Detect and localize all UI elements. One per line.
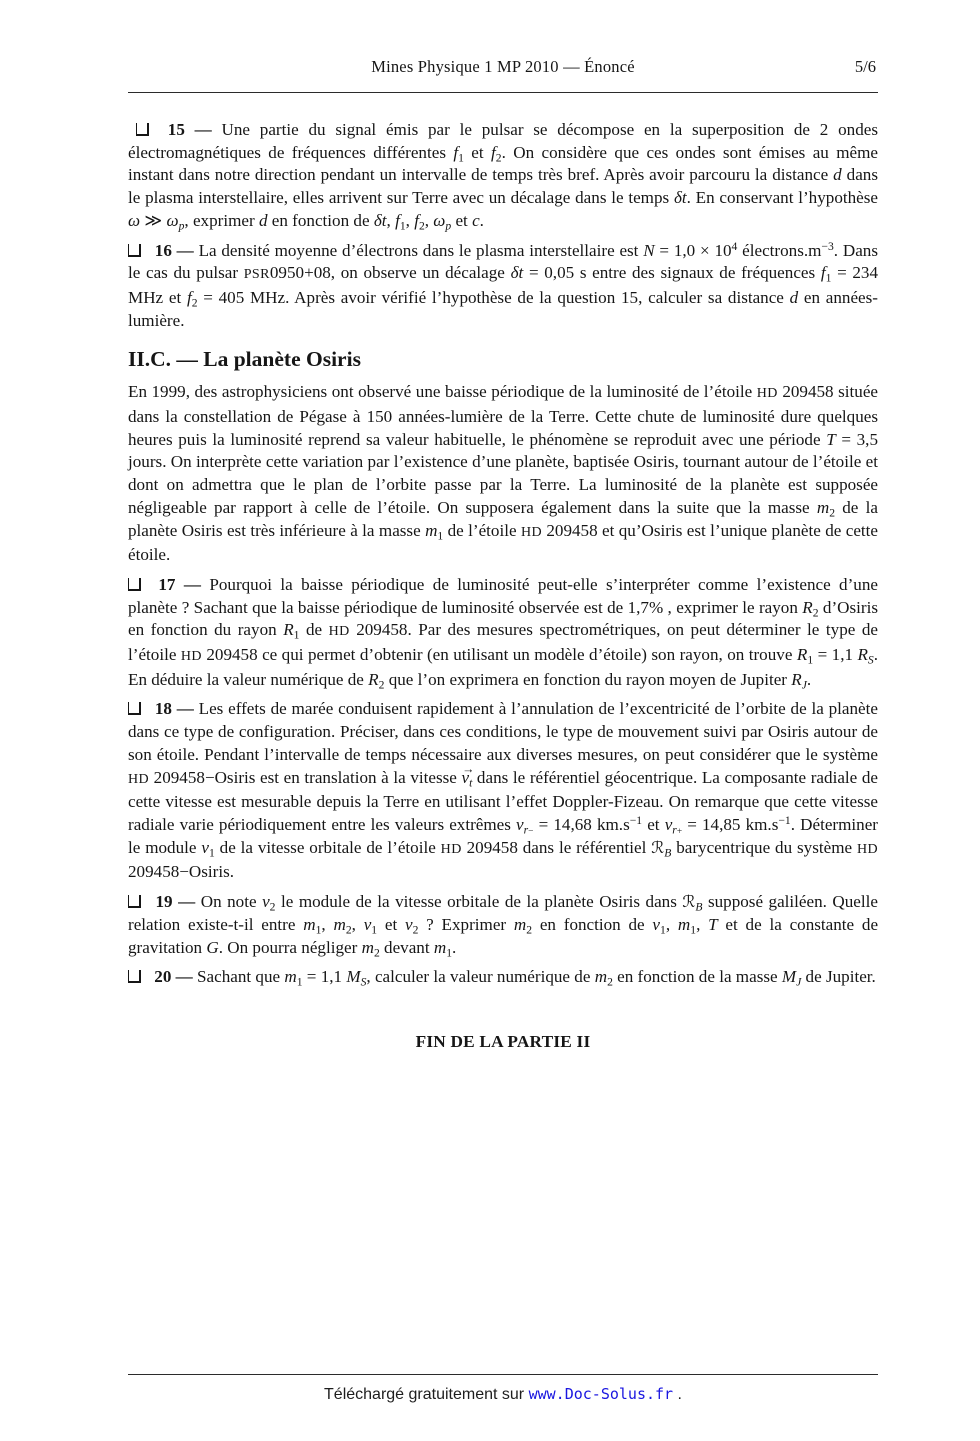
text-segment: v [262,892,270,912]
text-segment: La densité moyenne d’électrons dans le plasma interstellaire est [198,240,644,260]
text-segment: 16 — [150,240,199,260]
text-segment: = 0,05 s entre des signaux de fréquences [523,263,821,283]
text-segment: r [672,823,677,837]
question-15 [128,119,878,233]
text-segment: −1 [778,814,791,828]
text-segment: 2 [191,296,198,310]
text-segment: d [833,165,842,185]
text-segment: 19 — [150,892,201,912]
section-title-iic [128,346,878,372]
text-segment: . [806,669,812,689]
text-segment: m [594,967,608,987]
text-segment: 209458 dans le référentiel [461,837,652,857]
question-19 [128,891,878,959]
text-segment: 1 [437,528,444,542]
checkbox-icon [128,970,141,983]
text-segment: et [451,210,473,230]
text-segment: 0950+08, on observe un décalage [269,263,511,283]
page-header-title: Mines Physique 1 MP 2010 — Énoncé [371,57,635,76]
text-segment: . [452,937,457,957]
text-segment: 1 [690,923,697,937]
text-segment: en années-lumière. [128,287,878,330]
text-segment: f [820,263,826,283]
text-segment: 1 [208,845,215,859]
footer-text-prefix: Téléchargé gratuitement sur [324,1386,529,1403]
text-segment: 1 [660,923,666,937]
text-segment: 2 [373,945,380,959]
text-segment: . [479,210,484,230]
text-segment: 209458−Osiris est en translation à la vitesse [149,767,462,787]
text-segment: = 14,68 km.s [533,814,630,834]
text-segment: de la vitesse orbitale de l’étoile [214,837,441,857]
text-segment: On note [200,892,263,912]
text-segment: HD [520,524,542,540]
text-segment: de [299,620,329,640]
text-segment: N [643,240,655,260]
text-segment: r [523,823,529,837]
text-segment: R [802,597,813,617]
text-segment: 1 [371,923,378,937]
text-segment: de la planète Osiris est très inférieure à la masse [128,497,878,540]
text-segment: B [664,845,672,859]
text-segment: . En déduire la valeur numérique de [128,645,879,689]
text-segment: m [333,914,346,934]
text-segment: ω [128,210,141,230]
text-segment: HD [756,386,778,402]
text-segment: et de la constante de gravitation [128,914,879,957]
text-segment: T [708,914,718,934]
question-17 [128,574,878,692]
text-segment: R [368,669,379,689]
checkbox-icon [128,895,141,908]
text-segment: 209458−Osiris. [128,862,235,882]
text-segment: v [652,914,661,934]
checkbox-icon [128,244,141,257]
text-segment: 2 [269,900,276,914]
question-20 [128,966,878,989]
question-18 [128,698,878,884]
text-segment: m [361,937,374,957]
text-segment: 2 [378,678,385,692]
text-segment: et [642,814,665,834]
text-segment: , [424,210,434,230]
text-segment: en fonction de [532,914,653,934]
text-segment: de l’étoile [443,520,521,540]
text-segment: m [284,967,297,987]
text-segment: m [303,914,316,934]
text-segment: 209458 et qu’Osiris est l’unique planète de cette étoile. [128,520,878,565]
text-segment: 18 — [150,699,199,719]
text-segment: 1 [399,219,406,233]
text-segment: f [186,287,192,307]
text-segment: barycentrique du système [671,837,857,857]
text-segment: . Dans le cas du pulsar [128,240,878,283]
text-segment: , [696,914,709,934]
text-segment: = 405 MHz. Après avoir vérifié l’hypothèse de la question 15, calculer sa distance [197,287,790,307]
text-segment: t [469,775,473,789]
text-segment: R [791,669,802,689]
text-segment: II.C. — La planète Osiris [128,347,361,372]
text-segment: B [695,900,703,914]
text-segment: . On considère que ces ondes sont émises au même instant dans notre direction pendant un intervalle de temps très bref. Après avoir parcouru la distance [128,142,878,185]
text-segment: v → [461,767,469,790]
document-body [128,112,878,1061]
text-segment: , [386,210,396,230]
text-segment: PSR [243,267,270,283]
text-segment: = 1,1 [813,645,858,665]
text-segment: v [363,914,372,934]
text-segment: HD [440,841,462,857]
text-segment: 1 [807,653,814,667]
text-segment: devant [379,937,434,957]
text-segment: 2 [418,219,425,233]
text-segment: HD [328,624,350,640]
text-segment: 20 — [150,967,198,987]
text-segment: m [433,937,447,957]
text-segment: Une partie du signal émis par le pulsar se décompose en la superposition de 2 ondes électromagnétiques de fréquences différentes [128,120,879,162]
text-segment: δt [673,188,687,208]
question-16 [128,240,878,333]
text-segment: f [491,142,496,162]
text-segment: 2 [812,605,819,619]
text-segment: HD [128,771,150,787]
text-segment: dans le référentiel géocentrique. La composante radiale de cette vitesse est mesurable depuis la Terre en utilisant l’effet Doppler-Fizeau. On remarque que cette vitesse radiale varie périodiquement entre les valeurs extrêmes [128,767,878,834]
footer-text-suffix: . [673,1386,682,1403]
text-segment: ≫ [140,210,167,230]
text-segment: , [321,914,334,934]
text-segment: f [395,210,400,230]
text-segment: p [445,219,452,233]
text-segment: d [258,210,268,230]
text-segment: m [425,520,438,540]
text-segment: que l’on exprimera en fonction du rayon moyen de Jupiter [384,669,792,689]
page-footer [128,1374,878,1404]
text-segment: FIN DE LA PARTIE II [415,1031,591,1051]
text-segment: de Jupiter. [801,967,876,987]
text-segment: m [816,497,830,517]
text-segment: d’Osiris en fonction du rayon [128,597,878,640]
text-segment: supposé galiléen. Quelle relation existe-t-il entre [128,892,878,934]
text-segment: 1 [296,975,303,989]
text-segment: + [676,827,683,838]
text-segment: = 14,85 km.s [682,814,779,834]
text-segment: En 1999, des astrophysiciens ont observé une baisse périodique de la luminosité de l’étoile [128,382,757,402]
text-segment: m [677,914,691,934]
text-segment: 4 [731,239,738,253]
page-header [128,50,878,93]
text-segment: , [351,914,364,934]
text-segment: J [796,975,802,989]
page-number: 5/6 [854,57,876,76]
text-segment: m [513,914,527,934]
text-segment: d [789,287,799,307]
text-segment: et [463,142,492,162]
text-segment: G [206,937,219,957]
text-segment: . On pourra négliger [218,937,362,957]
text-segment: 1 [458,150,464,164]
text-segment: 2 [412,923,419,937]
text-segment: 15 — [158,120,222,139]
text-segment: 1 [315,923,322,937]
text-segment: = 1,0 × 10 [654,240,732,260]
text-segment: S [867,653,874,667]
text-segment: M [346,967,361,987]
text-segment: 1 [825,271,832,285]
text-segment: = 234 MHz et [128,263,879,307]
text-segment: 17 — [150,574,210,594]
text-segment: 1 [293,628,300,642]
text-segment: , [665,914,678,934]
text-segment: f [414,210,419,230]
text-segment: 2 [829,506,836,520]
text-segment: 2 [345,923,352,937]
text-segment: ω [433,210,446,230]
text-segment: , [405,210,415,230]
text-segment: 209458. Par des mesures spectrométriques, on peut déterminer le type de l’étoile [128,620,878,665]
text-segment: M [781,967,797,987]
text-segment: et [377,914,405,934]
text-segment: 209458 située dans la constellation de Pégase à 150 années-lumière de la Terre. Cette chute de luminosité dure quelques heures puis la luminosité reprend sa valeur habituelle, le phénomène se reproduit avec une période [128,382,879,449]
text-segment: . Déterminer le module [128,814,878,857]
text-segment: , calculer la valeur numérique de [366,967,595,987]
intro-osiris [128,381,878,567]
checkbox-icon [136,123,149,136]
text-segment: v [405,914,413,934]
text-segment: −1 [629,814,643,828]
doc-solus-link[interactable]: www.Doc-Solus.fr [528,1385,674,1403]
text-segment: en fonction de la masse [612,967,782,987]
text-segment: S [360,975,367,989]
text-segment: électrons.m [737,240,822,260]
text-segment: − [528,827,534,838]
text-segment: δt [373,210,387,230]
text-segment: R [283,620,294,640]
text-segment: HD [180,649,202,665]
text-segment: 1 [446,945,453,959]
text-segment: R [857,645,868,665]
text-segment: δt [510,263,524,283]
text-segment: v [516,814,524,834]
text-segment: HD [856,841,879,857]
text-segment: 209458 ce qui permet d’obtenir (en utilisant un modèle d’étoile) son rayon, on trouve [201,645,797,665]
text-segment: R [796,645,808,665]
checkbox-icon [128,702,141,715]
text-segment: −3 [821,239,834,253]
text-segment: p [178,219,185,233]
text-segment: Sachant que [197,967,285,987]
text-segment: en fonction de [267,210,374,230]
text-segment: ℛ [651,837,665,857]
text-segment: = 3,5 jours. On interprète cette variation par l’existence d’une planète, baptisée Osiris, tournant autour de l’étoile et dont on admettra que le plan de l’orbite passe par la Terre. La luminosité de la planète est supposée négligeable par rapport à celle de l’étoile. On supposera également dans la suite que la masse [128,429,878,517]
text-segment: Les effets de marée conduisent rapidement à l’annulation de l’excentricité de l’orbite de la planète dans ce type de configuration. Préciser, dans ces conditions, le type de mouvement suivi par Osiris autour de son étoile. Pendant l’intervalle de temps nécessaire aux diverses mesures, on peut considérer que le système [128,699,878,764]
text-segment: v [664,814,673,834]
text-segment: T [826,429,836,449]
text-segment: ? Exprimer [418,914,514,934]
text-segment: 2 [607,975,613,989]
checkbox-icon [128,578,141,591]
text-segment: ℛ [682,892,696,912]
text-segment: Pourquoi la baisse périodique de luminosité peut-elle s’interpréter comme l’existence d’une planète ? Sachant que la baisse périodique de luminosité observée est de 1,7% , exprimer le rayon [128,574,878,617]
text-segment: J [801,678,807,692]
text-segment: . En conservant l’hypothèse [686,188,878,208]
text-segment: c [472,210,480,230]
text-segment: = 1,1 [302,967,347,987]
text-segment: , exprimer [184,210,259,230]
text-segment: ω [166,210,179,230]
text-segment: f [453,142,459,162]
fin-partie-ii [128,1031,878,1054]
text-segment: 2 [526,923,533,937]
text-segment: 2 [495,150,502,164]
text-segment: v [201,837,209,857]
text-segment: le module de la vitesse orbitale de la planète Osiris dans [275,892,683,912]
text-segment: dans le plasma interstellaire, elles arrivent sur Terre avec un décalage dans le temps [128,165,878,208]
